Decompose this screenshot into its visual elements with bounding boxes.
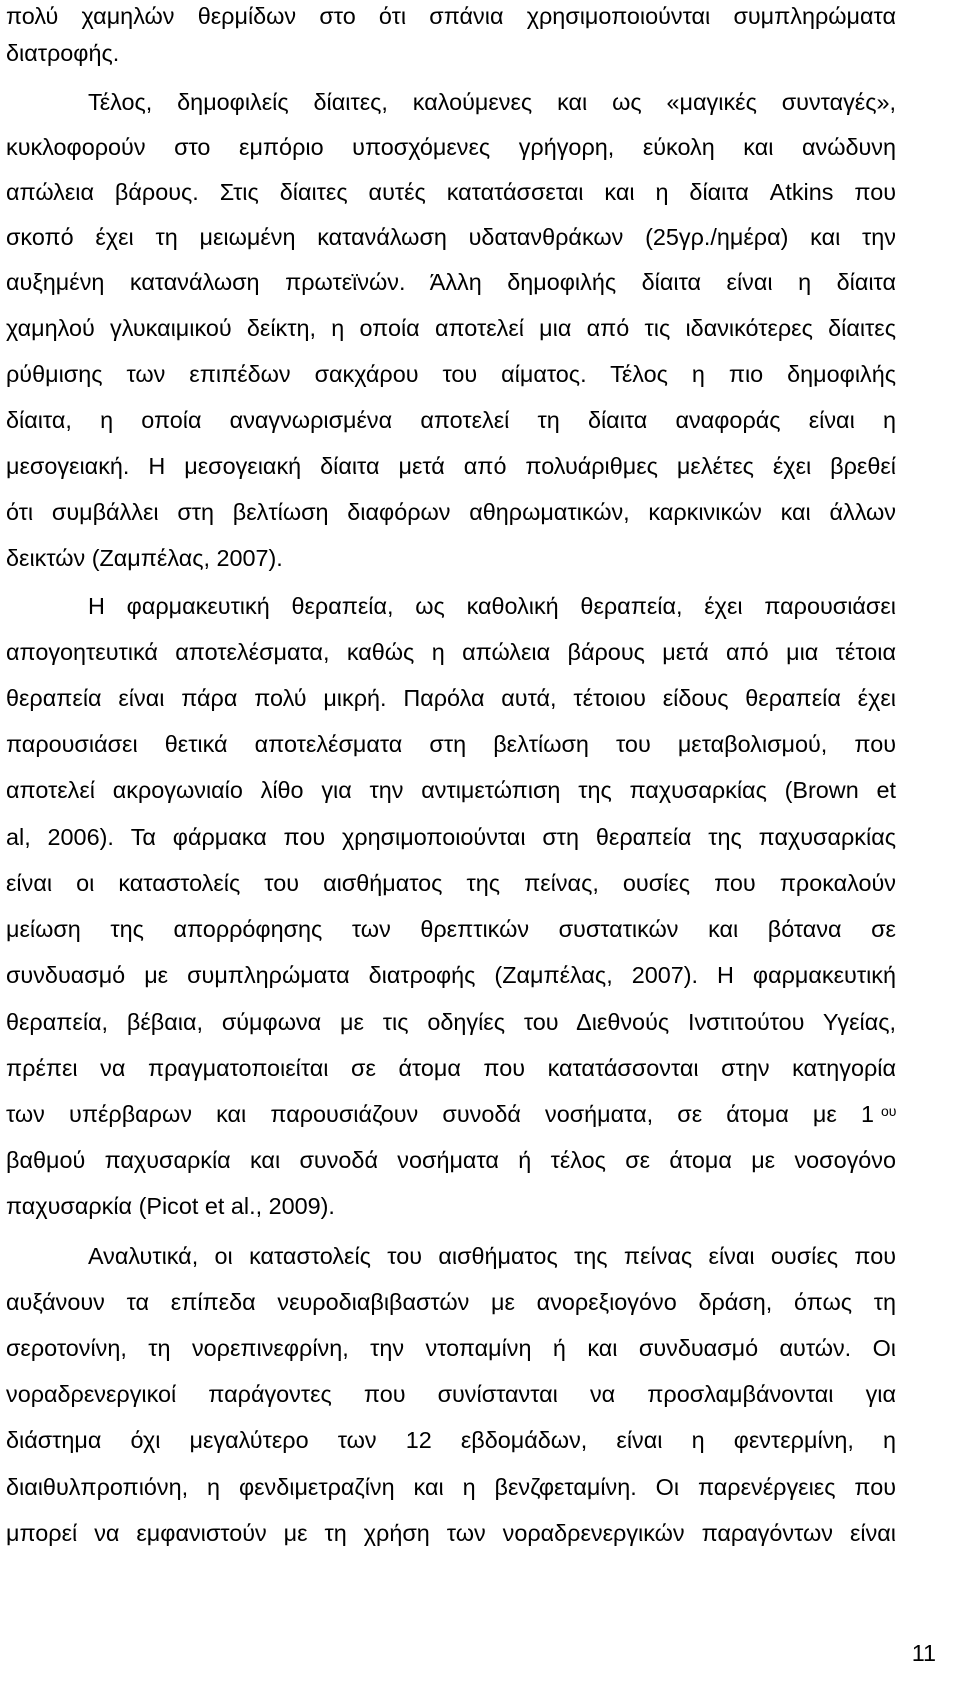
text-line: σκοπό έχει τη μειωμένη κατανάλωση υδατανθράκων (25γρ./ημέρα) και την [6, 224, 896, 250]
text-line: διατροφής. [6, 40, 120, 66]
text-line: Η φαρμακευτική θεραπεία, ως καθολική θεραπεία, έχει παρουσιάσει [88, 593, 896, 619]
text-line: συνδυασμό με συμπληρώματα διατροφής (Ζαμπέλας, 2007). Η φαρμακευτική [6, 962, 896, 988]
text-line: ότι συμβάλλει στη βελτίωση διαφόρων αθηρωματικών, καρκινικών και άλλων [6, 499, 896, 525]
text-line: ρύθμισης των επιπέδων σακχάρου του αίματος. Τέλος η πιο δημοφιλής [6, 361, 896, 387]
text-line: al, 2006). Τα φάρμακα που χρησιμοποιούνται στη θεραπεία της παχυσαρκίας [6, 824, 896, 850]
text-line: δίαιτα, η οποία αναγνωρισμένα αποτελεί τη δίαιτα αναφοράς είναι η [6, 407, 896, 433]
text-line: αυξημένη κατανάλωση πρωτεϊνών. Άλλη δημοφιλής δίαιτα είναι η δίαιτα [6, 269, 896, 295]
text-line-with-superscript [6, 1094, 874, 1134]
text-line: θεραπεία, βέβαια, σύμφωνα με τις οδηγίες του Διεθνούς Ινστιτούτου Υγείας, [6, 1009, 896, 1035]
text-line: απώλεια βάρους. Στις δίαιτες αυτές κατατάσσεται και η δίαιτα Atkins που [6, 179, 896, 205]
text-line: διάστημα όχι μεγαλύτερο των 12 εβδομάδων, είναι η φεντερμίνη, η [6, 1427, 896, 1453]
text-line: διαιθυλπροπιόνη, η φενδιμετραζίνη και η βενζφεταμίνη. Οι παρενέργειες που [6, 1474, 896, 1500]
text-line: μπορεί να εμφανιστούν με τη χρήση των νοραδρενεργικών παραγόντων είναι [6, 1520, 896, 1546]
text-line: πρέπει να πραγματοποιείται σε άτομα που κατατάσσονται στην κατηγορία [6, 1055, 896, 1081]
text-line: αποτελεί ακρογωνιαίο λίθο για την αντιμετώπιση της παχυσαρκίας (Brown et [6, 777, 896, 803]
text-line: βαθμού παχυσαρκία και συνοδά νοσήματα ή τέλος σε άτομα με νοσογόνο [6, 1147, 896, 1173]
text-line: μείωση της απορρόφησης των θρεπτικών συστατικών και βότανα σε [6, 916, 896, 942]
text-line: είναι οι καταστολείς του αισθήματος της πείνας, ουσίες που προκαλούν [6, 870, 896, 896]
text-line: δεικτών (Ζαμπέλας, 2007). [6, 545, 283, 571]
page-number: 11 [911, 1640, 936, 1666]
text-line: κυκλοφορούν στο εμπόριο υποσχόμενες γρήγορη, εύκολη και ανώδυνη [6, 134, 896, 160]
document-page: πολύ χαμηλών θερμίδων στο ότι σπάνια χρησιμοποιούνται συμπληρώματα διατροφής. Τέλος, δημοφιλείς δίαιτες, καλούμενες και ως «μαγικές συνταγές», κυκλοφορούν στο εμπόριο υποσχόμενες γρήγορη, εύκολη και ανώδυνη απώλεια βάρους. Στις δίαιτες αυτές κατατάσσεται και η δίαιτα Atkins που σκοπό έχει τη μειωμένη κατανάλωση υδατανθράκων (25γρ./ημέρα) και την αυξημένη κατανάλωση πρωτεϊνών. Άλλη δημοφιλής δίαιτα είναι η δίαιτα χαμηλού γλυκαιμικού δείκτη, η οποία αποτελεί μια από τις ιδανικότερες δίαιτες ρύθμισης των επιπέδων σακχάρου του αίματος. Τέλος η πιο δημοφιλής δίαιτα, η οποία αναγνωρισμένα αποτελεί τη δίαιτα αναφοράς είναι η μεσογειακή. Η μεσογειακή δίαιτα μετά από πολυάριθμες μελέτες έχει βρεθεί ότι συμβάλλει στη βελτίωση διαφόρων αθηρωματικών, καρκινικών και άλλων δεικτών (Ζαμπέλας, 2007). Η φαρμακευτική θεραπεία, ως καθολική θεραπεία, έχει παρουσιάσει απογοητευτικά αποτελέσματα, καθώς η απώλεια βάρους μετά από μια τέτοια θεραπεία είναι πάρα πολύ μικρή. Παρόλα αυτά, τέτοιου είδους θεραπεία έχει παρουσιάσει θετικά αποτελέσματα στη βελτίωση του μεταβολισμού, που αποτελεί ακρογωνιαίο λίθο για την αντιμετώπιση της παχυσαρκίας (Brown et al, 2006). Τα φάρμακα που χρησιμοποιούνται στη θεραπεία της παχυσαρκίας είναι οι καταστολείς του αισθήματος της πείνας, ουσίες που προκαλούν μείωση της απορρόφησης των θρεπτικών συστατικών και βότανα σε συνδυασμό με συμπληρώματα διατροφής (Ζαμπέλας, 2007). Η φαρμακευτική θεραπεία, βέβαια, σύμφωνα με τις οδηγίες του Διεθνούς Ινστιτούτου Υγείας, πρέπει να πραγματοποιείται σε άτομα που κατατάσσονται στην κατηγορία των υπέρβαρων και παρουσιάζουν συνοδά νοσήματα, σε άτομα με 1 ου βαθμού παχυσαρκία και συνοδά νοσήματα ή τέλος σε άτομα με νοσογόνο παχυσαρκία (Picot et al., 2009). Αναλυτικά, οι καταστολείς του αισθήματος της πείνας είναι ουσίες που αυξάνουν τα επίπεδα νευροδιαβιβαστών με ανορεξιογόνο δράση, όπως τη σεροτονίνη, τη νορεπινεφρίνη, την ντοπαμίνη ή και συνδυασμό αυτών. Οι νοραδρενεργικοί παράγοντες που συνίστανται να προσλαμβάνονται για διάστημα όχι μεγαλύτερο των 12 εβδομάδων, είναι η φεντερμίνη, η διαιθυλπροπιόνη, η φενδιμετραζίνη και η βενζφεταμίνη. Οι παρενέργειες που μπορεί να εμφανιστούν με τη χρήση των νοραδρενεργικών παραγόντων είναι 11 [0, 0, 960, 1681]
text-line: σεροτονίνη, τη νορεπινεφρίνη, την ντοπαμίνη ή και συνδυασμό αυτών. Οι [6, 1335, 896, 1361]
text-line: Τέλος, δημοφιλείς δίαιτες, καλούμενες και ως «μαγικές συνταγές», [88, 89, 896, 115]
text-line: απογοητευτικά αποτελέσματα, καθώς η απώλεια βάρους μετά από μια τέτοια [6, 639, 896, 665]
text-line: παχυσαρκία (Picot et al., 2009). [6, 1193, 335, 1219]
text-line: χαμηλού γλυκαιμικού δείκτη, η οποία αποτελεί μια από τις ιδανικότερες δίαιτες [6, 315, 896, 341]
text-line: θεραπεία είναι πάρα πολύ μικρή. Παρόλα αυτά, τέτοιου είδους θεραπεία έχει [6, 685, 896, 711]
text-line: Αναλυτικά, οι καταστολείς του αισθήματος της πείνας είναι ουσίες που [88, 1243, 896, 1269]
text-line: μεσογειακή. Η μεσογειακή δίαιτα μετά από πολυάριθμες μελέτες έχει βρεθεί [6, 453, 896, 479]
text-line: παρουσιάσει θετικά αποτελέσματα στη βελτίωση του μεταβολισμού, που [6, 731, 896, 757]
text-line: πολύ χαμηλών θερμίδων στο ότι σπάνια χρησιμοποιούνται συμπληρώματα [6, 3, 896, 29]
text-line: νοραδρενεργικοί παράγοντες που συνίστανται να προσλαμβάνονται για [6, 1381, 896, 1407]
text-line: των υπέρβαρων και παρουσιάζουν συνοδά νοσήματα, σε άτομα με 1 [6, 1101, 874, 1127]
text-line: αυξάνουν τα επίπεδα νευροδιαβιβαστών με ανορεξιογόνο δράση, όπως τη [6, 1289, 896, 1315]
